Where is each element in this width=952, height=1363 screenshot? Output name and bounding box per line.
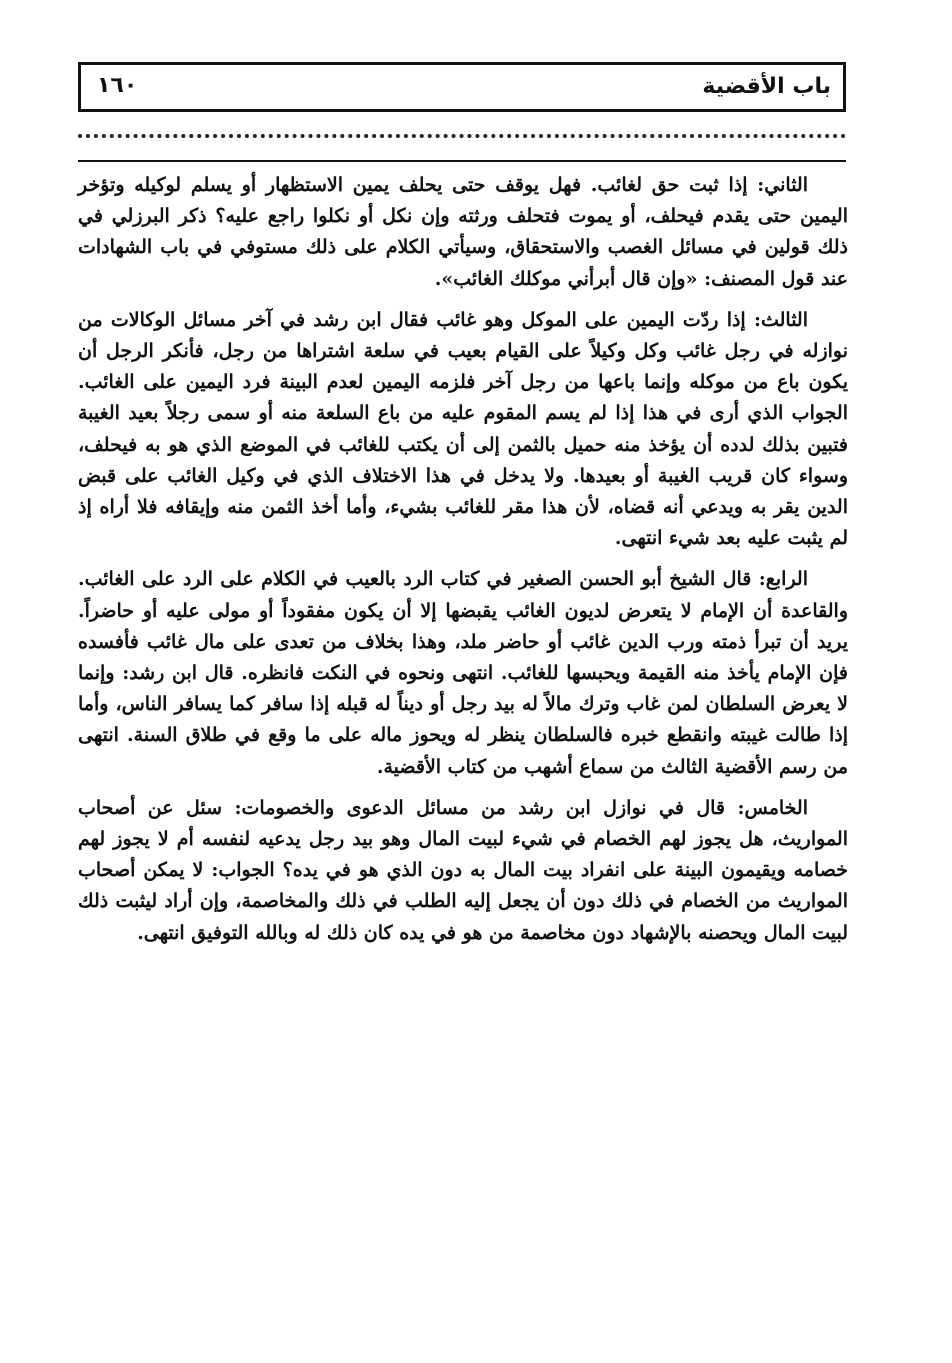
paragraph-fourth: الرابع: قال الشيخ أبو الحسن الصغير في كتاب الرد بالعيب في الكلام على الرد على الغائب. والقاعدة أن الإمام لا يتعرض لديون الغائب يقبضها إلا أن يكون مفقوداً أو مولى عليه أو حاضراً. يريد أن تبرأ ذمته ورب الدين غائب أو حاضر ملد، وهذا بخلاف من تعدى على مال غائب فأفسده فإن الإمام يأخذ منه القيمة ويحبسها للغائب. انتهى ونحوه في النكت فانظره. قال ابن رشد: وإنما لا يعرض السلطان لمن غاب وترك مالاً له بيد رجل أو ديناً له قبله إذا سافر كما يسافر الناس، وأما إذا طالت غيبته وانقطع خبره فالسلطان ينظر له ويحوز ماله على ما وقع في طلاق السنة. انتهى من رسم الأقضية الثالث من سماع أشهب من كتاب الأقضية. bbox=[78, 568, 848, 778]
paragraph-fifth: الخامس: قال في نوازل ابن رشد من مسائل الدعوى والخصومات: سئل عن أصحاب المواريث، هل يجوز لهم الخصام في شيء لبيت المال وهو بيد رجل يدعيه لنفسه أم لا يجوز لهم خصامه ويقيمون البينة على انفراد بيت المال به دون الذي هو في يده؟ الجواب: لا يمكن أصحاب المواريث من الخصام في ذلك دون أن يجعل إليه الطلب في ذلك والمخاصمة، وإن أراد ليثبت ذلك لبيت المال ويحصنه بالإشهاد دون مخاصمة من هو في يده كان ذلك له وبالله التوفيق انتهى. bbox=[78, 796, 848, 944]
running-header bbox=[78, 62, 846, 112]
dotted-divider bbox=[78, 134, 846, 138]
page-number: ١٦٠ bbox=[97, 73, 138, 98]
paragraph-third: الثالث: إذا ردّت اليمين على الموكل وهو غائب فقال ابن رشد في آخر مسائل الوكالات من نوازله في رجل غائب وكل وكيلاً على القيام بعيب في سلعة اشتراها من رجل، فأنكر الرجل أن يكون باع من موكله وإنما باعها من رجل آخر فلزمه اليمين لعدم البينة فرد اليمين على الغائب. الجواب الذي أرى في هذا إذا لم يسم المقوم عليه من باع السلعة منه أو سمى رجلاً بعيد الغيبة فتبين بذلك لدده أن يؤخذ منه حميل بالثمن إلى أن يكتب للغائب في الموضع الذي هو به فيحلف، وسواء كان قريب الغيبة أو بعيدها. ولا يدخل في هذا الاختلاف الذي في وكيل الغائب على قبض الدين يقر به ويدعي أنه قضاه، لأن هذا مقر للغائب بشيء، وأما أخذ الثمن منه وإيقافه فلا أراه إذ لم يثبت عليه بعد شيء انتهى. bbox=[78, 308, 848, 550]
paragraph-second: الثاني: إذا ثبت حق لغائب. فهل يوقف حتى يحلف يمين الاستظهار أو يسلم لوكيله وتؤخر اليمين حتى يقدم فيحلف، أو يموت فتحلف ورثته وإن نكل أو نكلوا راجع عليه؟ ذكر البرزلي في ذلك قولين في مسائل الغصب والاستحقاق، وسيأتي الكلام على ذلك مستوفي في باب الشهادات عند قول المصنف: «وإن قال أبرأني موكلك الغائب». bbox=[78, 174, 848, 290]
section-title: باب الأقضية bbox=[702, 74, 831, 99]
solid-divider bbox=[78, 160, 846, 162]
page-body bbox=[78, 170, 848, 959]
